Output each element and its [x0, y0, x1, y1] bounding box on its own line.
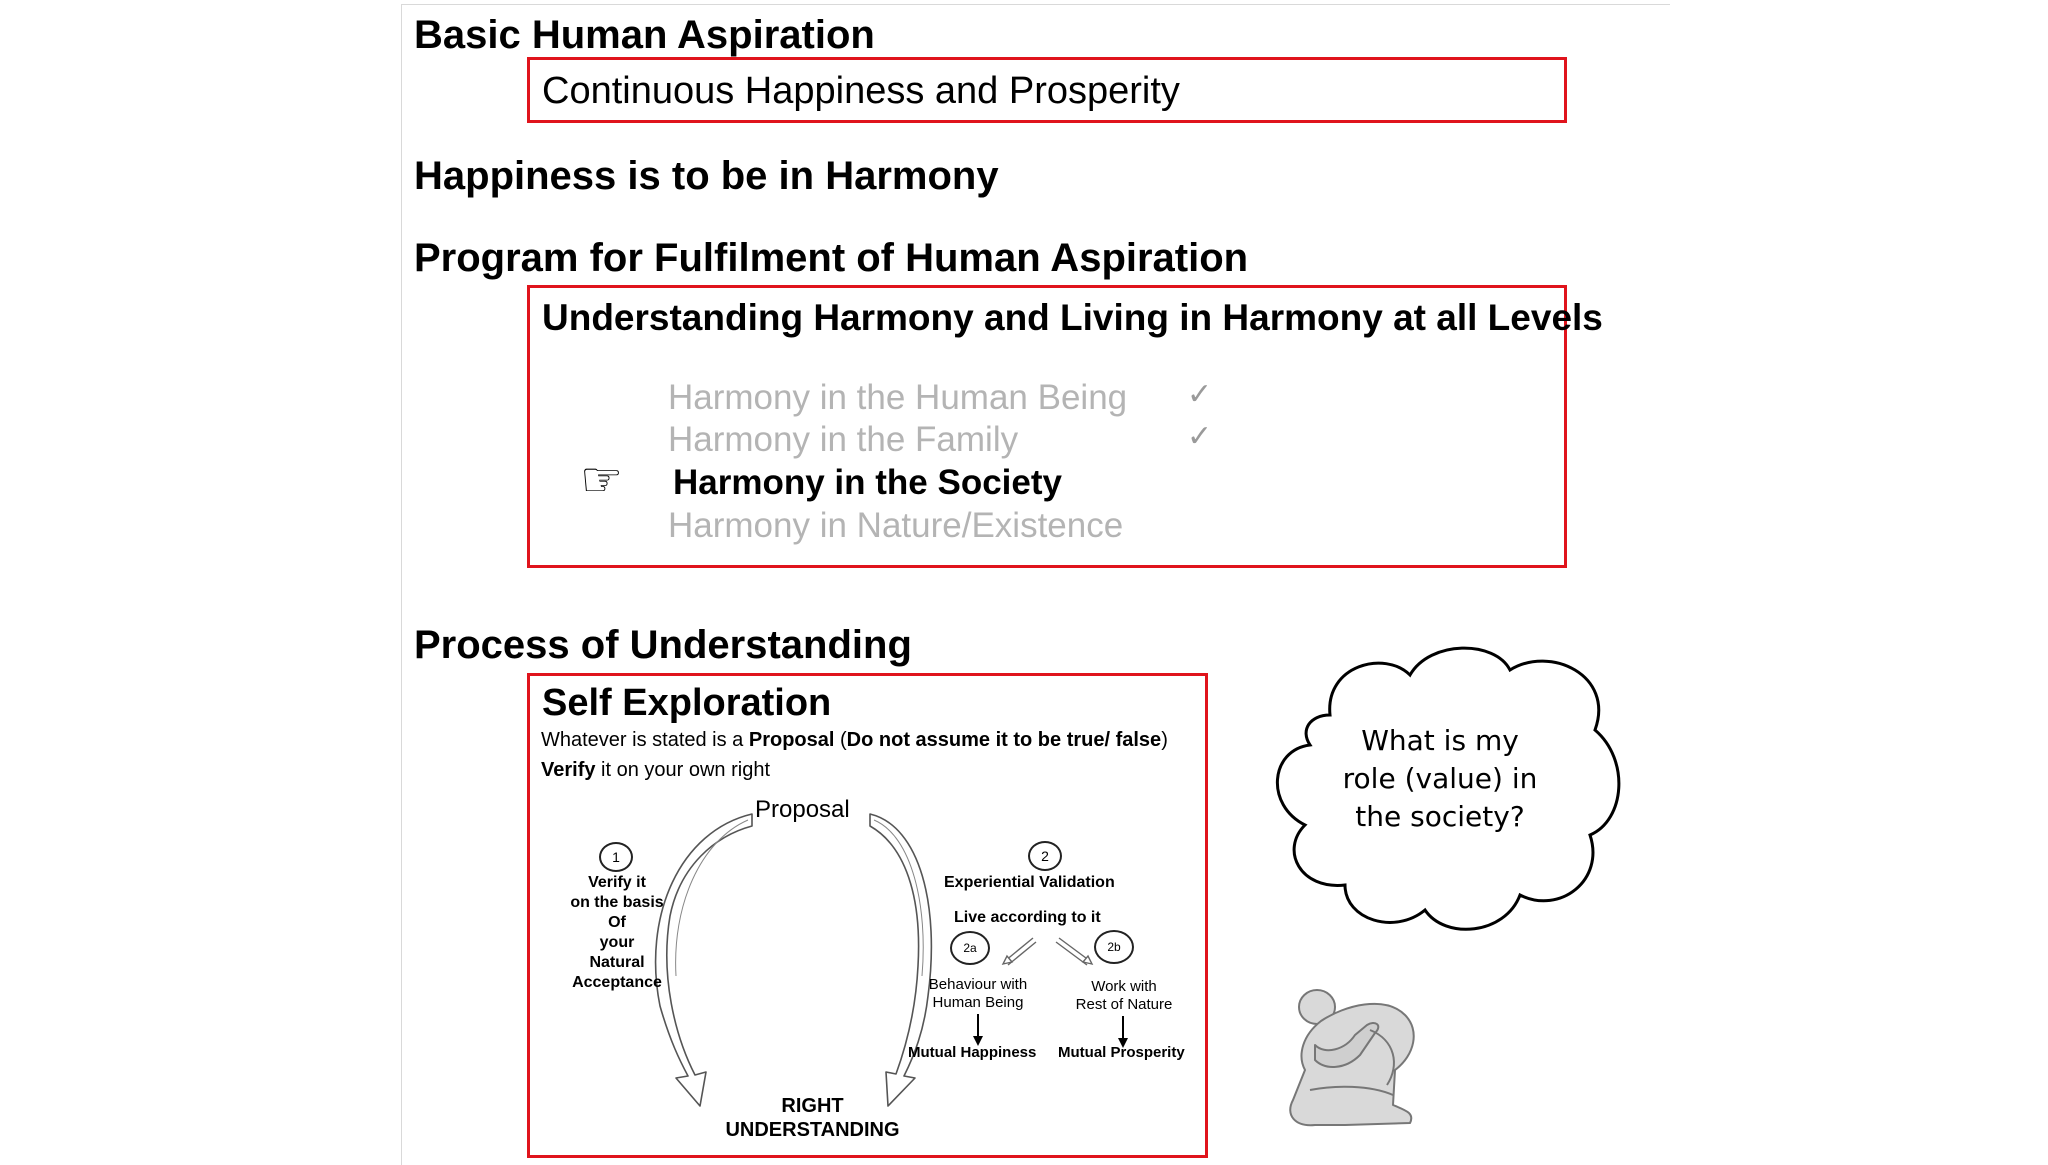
step-2b-badge: 2b [1094, 930, 1134, 964]
check-icon: ✓ [1187, 378, 1213, 411]
right-understanding [700, 1094, 925, 1142]
aspiration-box [527, 57, 1567, 123]
level-nature: Harmony in Nature/Existence [668, 506, 1124, 545]
statement-assume: Do not assume it to be true/ false [846, 729, 1162, 751]
level-society: Harmony in the Society [673, 463, 1062, 502]
heading-process: Process of Understanding [414, 623, 912, 667]
live-according: Live according to it [954, 909, 1101, 926]
check-icon: ✓ [1187, 420, 1213, 453]
pointing-hand-icon: ☞ [580, 452, 624, 508]
heading-basic-aspiration: Basic Human Aspiration [414, 13, 875, 57]
heading-happiness: Happiness is to be in Harmony [414, 154, 999, 198]
statement-proposal: Proposal [748, 729, 835, 751]
self-exploration-title: Self Exploration [542, 682, 832, 724]
statement-paren-open: ( [834, 729, 847, 751]
heading-program: Program for Fulfilment of Human Aspiration [414, 236, 1249, 280]
mutual-prosperity: Mutual Prosperity [1058, 1044, 1185, 1061]
behaviour-line: Human Being [932, 994, 1024, 1011]
verify-rest: it on your own right [595, 759, 771, 781]
step-1-badge: 1 [599, 842, 633, 872]
level-family: Harmony in the Family [668, 420, 1019, 459]
aspiration-text: Continuous Happiness and Prosperity [542, 70, 1180, 112]
behaviour-text [922, 976, 1034, 1012]
work-line: Rest of Nature [1075, 996, 1173, 1013]
work-line: Work with [1091, 978, 1157, 995]
behaviour-line: Behaviour with [928, 976, 1028, 993]
step-2-badge: 2 [1028, 841, 1062, 871]
verify-basis-text [560, 873, 674, 993]
cloud-question [1320, 722, 1560, 836]
verify-line: on the basis [570, 894, 664, 911]
program-box [527, 285, 1603, 568]
cloud-line: What is my [1361, 724, 1519, 757]
proposal-label: Proposal [755, 796, 850, 823]
step-2a-badge: 2a [950, 931, 990, 965]
right-understanding-line: UNDERSTANDING [725, 1119, 900, 1141]
verify-line: your [599, 934, 635, 951]
program-box-title: Understanding Harmony and Living in Harmony at all Levels [542, 297, 1603, 338]
work-text [1064, 978, 1184, 1014]
statement-paren-close: ) [1161, 729, 1168, 751]
verify-line: Natural [589, 954, 645, 971]
verify-line: Acceptance [572, 974, 662, 991]
level-human-being: Harmony in the Human Being [668, 378, 1128, 417]
cloud-line: the society? [1355, 800, 1525, 833]
verify-line: Of [608, 914, 626, 931]
verify-line: Verify it [588, 874, 646, 891]
mutual-happiness: Mutual Happiness [908, 1044, 1037, 1061]
right-understanding-line: RIGHT [781, 1095, 844, 1117]
experiential-validation: Experiential Validation [944, 874, 1115, 891]
verify-word: Verify [541, 759, 596, 781]
cloud-line: role (value) in [1342, 762, 1538, 795]
self-exploration-box [527, 673, 1208, 1158]
statement-text: Whatever is stated is a [541, 729, 749, 751]
thinking-person-figure [1275, 985, 1445, 1135]
